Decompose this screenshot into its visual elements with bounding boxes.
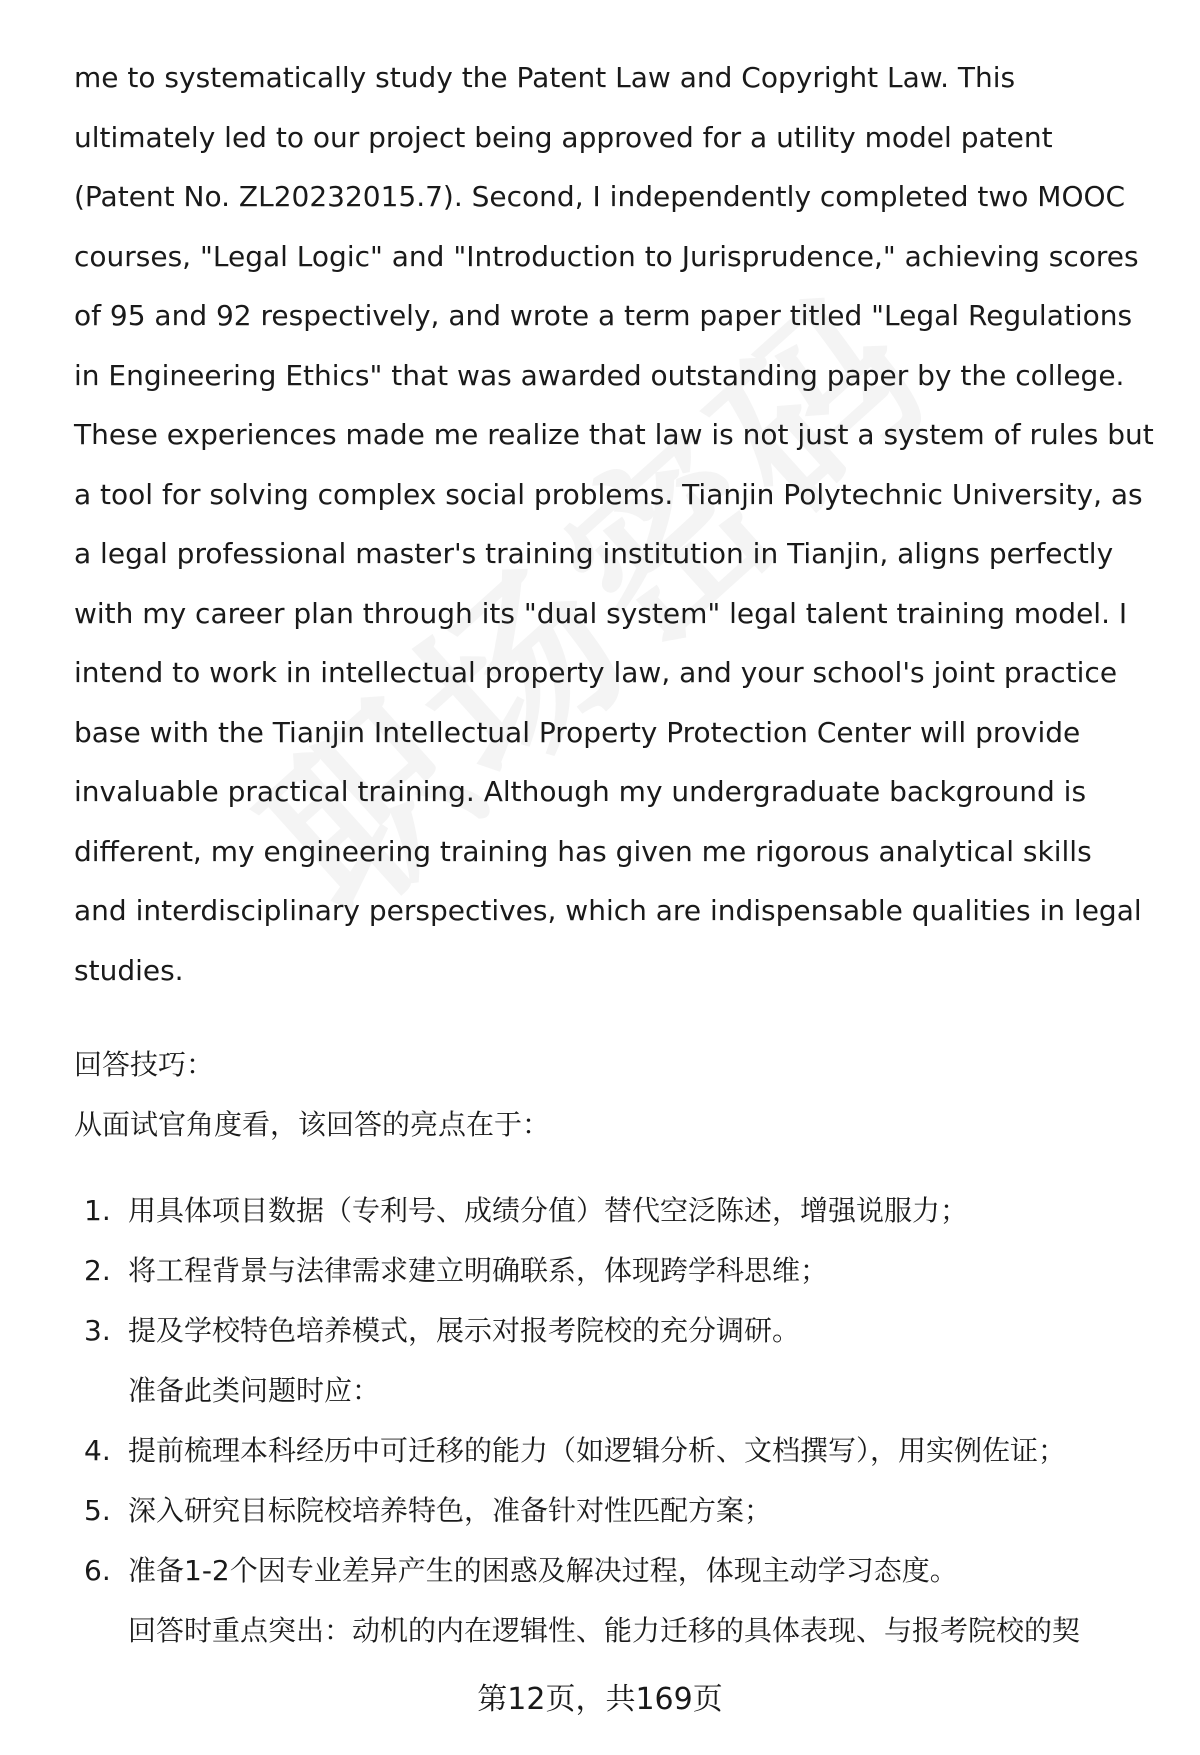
paragraph-line: a tool for solving complex social problems. Tianjin Polytechnic University, as <box>74 477 1143 511</box>
tips-heading: 回答技巧： <box>74 1048 215 1081</box>
list-text: 提前梳理本科经历中可迁移的能力（如逻辑分析、文档撰写），用实例佐证； <box>128 1434 1067 1467</box>
prep-heading: 准备此类问题时应： <box>128 1374 381 1407</box>
list-item <box>74 1301 1150 1361</box>
list-number: 6. <box>84 1554 111 1587</box>
list-number: 5. <box>84 1494 111 1527</box>
list-number: 3. <box>84 1314 111 1347</box>
list-item <box>74 1241 1150 1301</box>
paragraph-line: (Patent No. ZL20232015.7). Second, I independently completed two MOOC <box>74 180 1126 213</box>
list-item <box>74 1181 1150 1241</box>
paragraph-line: in Engineering Ethics" that was awarded outstanding paper by the college. <box>74 358 1125 392</box>
closing-line: 回答时重点突出：动机的内在逻辑性、能力迁移的具体表现、与报考院校的契 <box>128 1614 1081 1647</box>
paragraph-line: base with the Tianjin Intellectual Property Protection Center will provide <box>74 715 1081 749</box>
list-text: 深入研究目标院校培养特色，准备针对性匹配方案； <box>128 1494 773 1527</box>
paragraph-line: and interdisciplinary perspectives, which are indispensable qualities in legal <box>74 894 1142 927</box>
paragraph-line: ultimately led to our project being approved for a utility model patent <box>74 120 1053 154</box>
list-number: 1. <box>84 1194 111 1227</box>
answer-paragraph <box>74 48 1154 1000</box>
page-number: 第12页，共169页 <box>477 1682 723 1717</box>
list-text: 用具体项目数据（专利号、成绩分值）替代空泛陈述，增强说服力； <box>128 1194 969 1227</box>
paragraph-line: studies. <box>74 953 184 987</box>
list-text: 将工程背景与法律需求建立明确联系，体现跨学科思维； <box>128 1254 829 1287</box>
paragraph-line: invaluable practical training. Although my undergraduate background is <box>74 775 1087 808</box>
paragraph-line: intend to work in intellectual property law, and your school's joint practice <box>74 656 1118 689</box>
list-item <box>74 1481 1150 1541</box>
list-number: 2. <box>84 1254 111 1287</box>
paragraph-line: These experiences made me realize that law is not just a system of rules but <box>74 418 1154 451</box>
tips-subheading: 从面试官角度看，该回答的亮点在于： <box>74 1108 551 1141</box>
list-item <box>74 1421 1150 1481</box>
paragraph-line: with my career plan through its "dual system" legal talent training model. I <box>74 596 1128 630</box>
paragraph-line: of 95 and 92 respectively, and wrote a term paper titled "Legal Regulations <box>74 299 1133 332</box>
paragraph-line: different, my engineering training has given me rigorous analytical skills <box>74 834 1092 868</box>
paragraph-line: courses, "Legal Logic" and "Introduction to Jurisprudence," achieving scores <box>74 239 1139 273</box>
list-text: 提及学校特色培养模式，展示对报考院校的充分调研。 <box>128 1314 801 1347</box>
tips-list <box>74 1181 1150 1661</box>
list-item <box>74 1541 1150 1601</box>
paragraph-line: a legal professional master's training institution in Tianjin, aligns perfectly <box>74 537 1114 570</box>
list-number: 4. <box>84 1434 111 1467</box>
paragraph-line: me to systematically study the Patent Law and Copyright Law. This <box>74 61 1016 94</box>
list-text: 准备1-2个因专业差异产生的困惑及解决过程，体现主动学习态度。 <box>128 1554 958 1587</box>
